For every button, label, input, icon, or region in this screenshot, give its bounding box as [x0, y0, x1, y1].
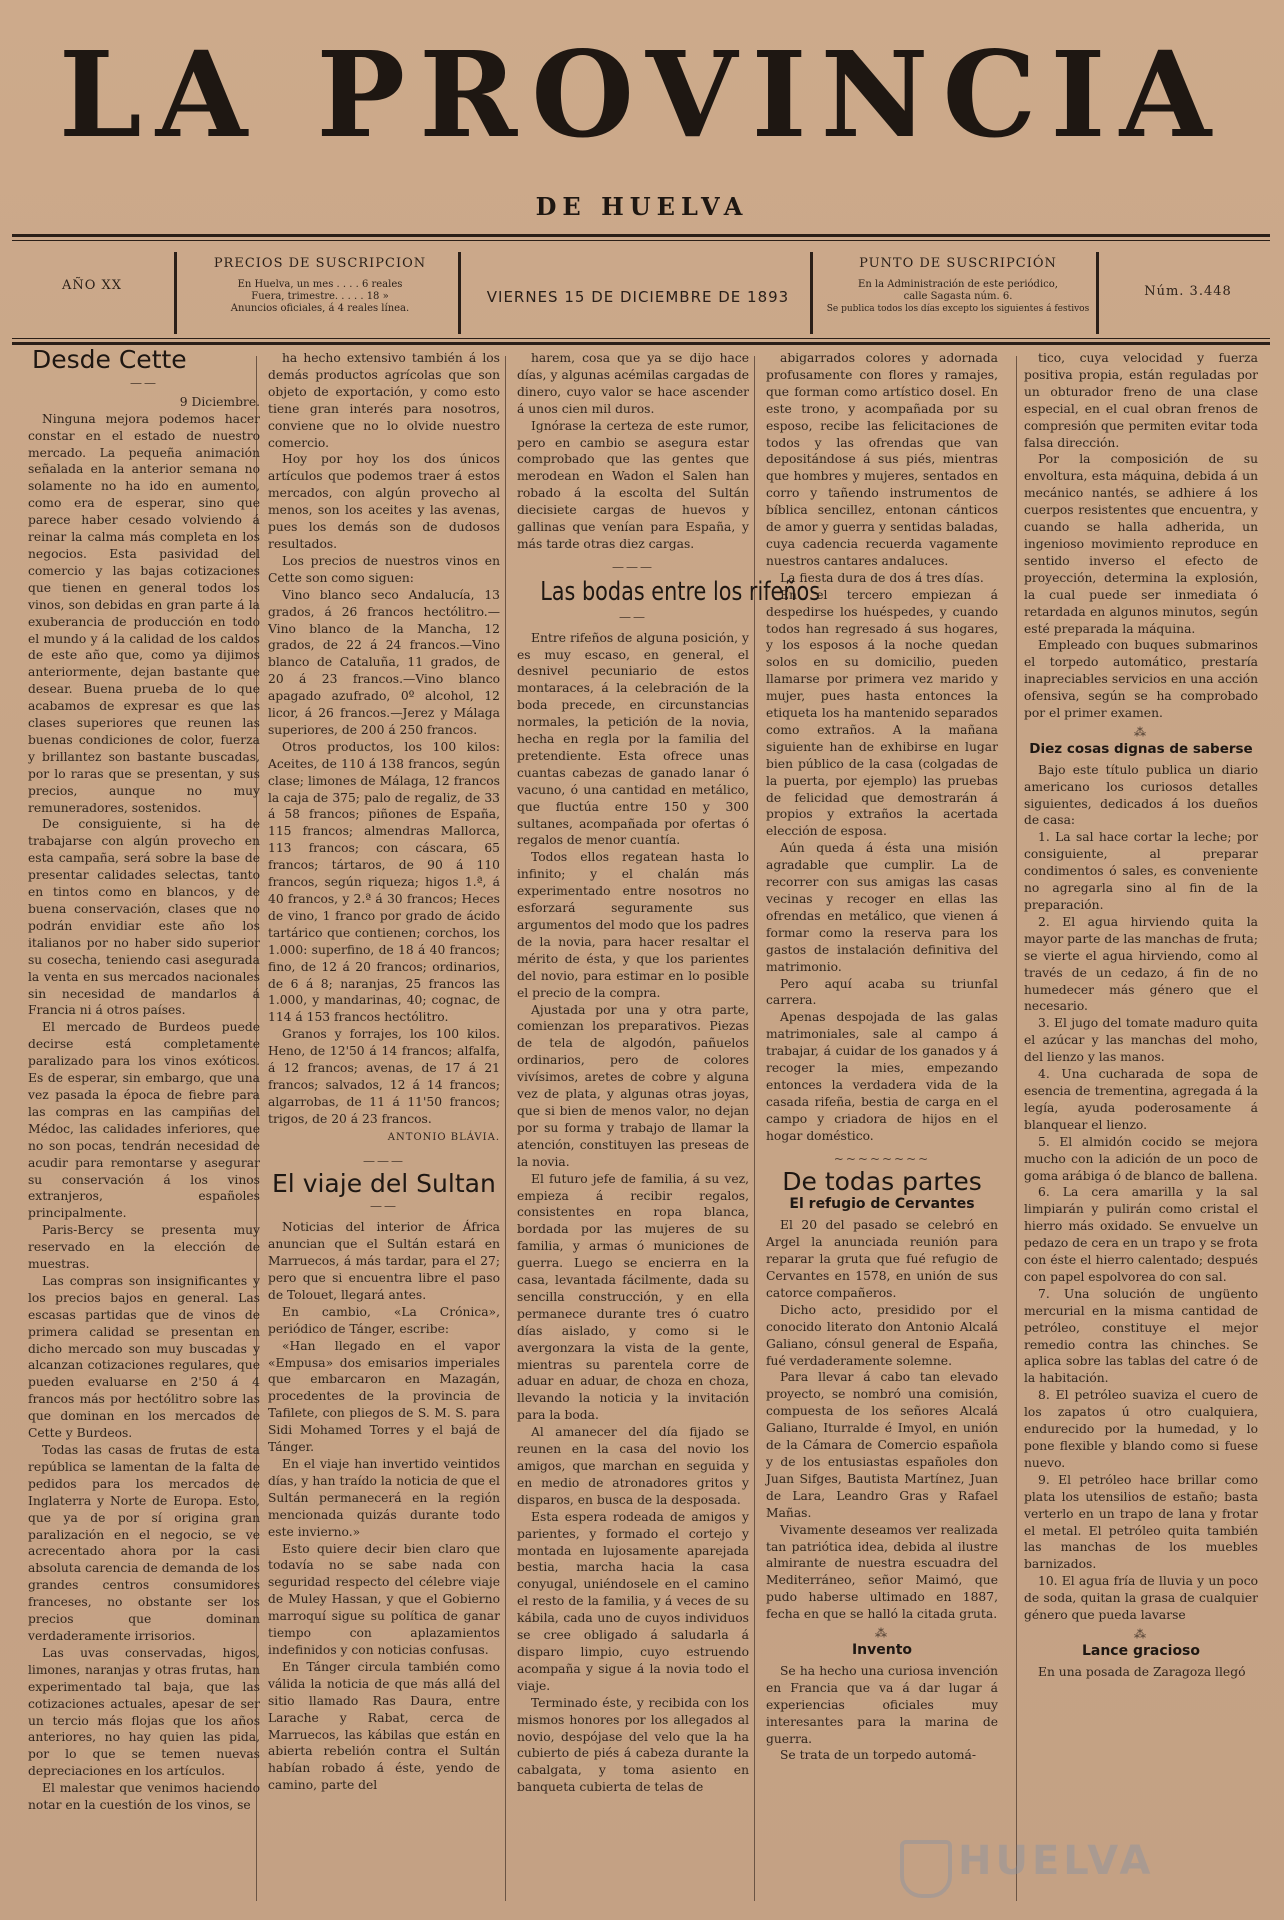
column-1	[28, 345, 260, 1910]
paragraph: Granos y forrajes, los 100 kilos. Heno, de 12'50 á 14 francos; alfalfa, á 12 francos; avenas, de 17 á 21 francos; salvados, 12 á 14 francos; algarrobas, de 11 á 11'50 francos; trigos, de 20 á 23 francos.	[268, 1027, 500, 1126]
archive-watermark	[900, 1832, 1240, 1902]
info-separator	[174, 252, 177, 334]
list-item: 8. El petróleo suaviza el cuero de los zapatos ú otro cualquiera, endurecido por la humedad, y lo pone flexible y blando como si fuese nuevo.	[1024, 1388, 1258, 1470]
paragraph: Otros productos, los 100 kilos: Aceites, de 110 á 138 francos, según clase; limones de Málaga, 12 francos la caja de 375; palo de regaliz, de 33 á 58 francos; piñones de España, 115 francos; almendras Mallorca, 113 francos; con cáscara, 65 francos; tártaros, de 90 á 110 francos, según riqueza; higos 1.ª, á 40 francos, y 2.ª á 30 francos; Heces de vino, 1 franco por grado de ácido tartárico que contienen; corchos, los 1.000: superfino, de 18 á 40 francos; fino, de 12 á 20 francos; ordinarios, de 6 á 8; naranjas, 25 francos las 1.000, y mandarinas, 40; cognac, de 114 á 153 francos hectólitro.	[268, 739, 500, 1025]
ornament: ⁂	[1134, 1626, 1148, 1641]
article-heading-viaje-sultan: El viaje del Sultan	[272, 1168, 496, 1198]
prices-line-2: Fuera, trimestre. . . . . 18 »	[251, 291, 389, 302]
paragraph: Bajo este título publica un diario americano los curiosos detalles siguientes, dedicados á los dueños de casa:	[1024, 762, 1258, 828]
prices-line-1: En Huelva, un mes . . . . 6 reales	[237, 279, 403, 290]
subheading-lance-gracioso: Lance gracioso	[1081, 1642, 1201, 1659]
paragraph: El 20 del pasado se celebró en Argel la anunciada reunión para reparar la gruta que fué refugio de Cervantes en 1578, en unión de sus catorce compañeros.	[766, 1218, 998, 1300]
article-columns	[28, 345, 1258, 1910]
paragraph: La fiesta dura de dos á tres días.	[780, 570, 984, 585]
heading-rule: ——	[370, 1199, 398, 1214]
prices-title: PRECIOS DE SUSCRIPCION	[213, 256, 427, 271]
header-rule-top-thin	[12, 240, 1270, 241]
info-bar	[12, 248, 1270, 336]
prices-line-3: Anuncios oficiales, á 4 reales línea.	[230, 303, 410, 314]
date-cell	[468, 248, 808, 336]
author-signature: ANTONIO BLÁVIA.	[387, 1131, 500, 1143]
masthead-subtitle: DE HUELVA	[535, 192, 749, 221]
paragraph: Todas las casas de frutas de esta república se lamentan de la falta de pedidos para los mercados de Inglaterra y Norte de Europa. Esto, que ya de por sí origina gran paralización en el negocio, se ve acrecentado ahora por la casi absoluta carencia de demanda de los grandes centros consumidores franceses, no obstante ser los precios que dominan verdaderamente irrisorios.	[28, 1443, 260, 1643]
subscription-point-line-2: calle Sagasta núm. 6.	[903, 291, 1013, 302]
masthead-title: LA PROVINCIA	[58, 25, 1226, 164]
info-separator	[1096, 252, 1099, 334]
paragraph: Se trata de un torpedo automá-	[780, 1748, 977, 1763]
paragraph: Todos ellos regatean hasta lo infinito; y el chalán más experimentado entre nosotros no esforzará seguramente sus argumentos del modo que los padres de la novia, para hacer resaltar el mérito de ésta, y que los parientes del novio, para estimar en lo posible el precio de la compra.	[517, 850, 749, 1000]
column-5	[1024, 350, 1258, 1910]
ornament: ⁂	[875, 1626, 889, 1641]
article-heading-todas-partes: De todas partes	[782, 1166, 982, 1196]
column-4	[766, 350, 998, 1910]
header-rule-bottom	[12, 342, 1270, 345]
paragraph: Paris-Bercy se presenta muy reservado en la elección de muestras.	[28, 1223, 260, 1272]
heading-rule: ——	[619, 609, 647, 624]
paragraph: En el tercero empiezan á despedirse los huéspedes, y cuando todos han regresado á sus hogares, y los esposos á la noche quedan solos en su domicilio, pueden llamarse por primera vez marido y mujer, pues hasta entonces la etiqueta los ha mantenido separados como extraños. A la mañana siguiente han de exhibirse en lugar bien público de la casa (colgadas de la puerta, por ejemplo) las pruebas de felicidad que demostrarán á propios y extraños la acertada elección de esposa.	[766, 587, 998, 839]
paragraph: Entre rifeños de alguna posición, y es muy escaso, en general, el desnivel pecuniario de estos montaraces, á la celebración de la boda precede, en circunstancias normales, la petición de la novia, hecha en regla por la familia del pretendiente. Esta ofrece unas cuantas cabezas de ganado lanar ó vacuno, ó una cantidad en metálico, que fluctúa entre 150 y 300 sultanes, acompañada por ofertas ó regalos de menor cuantía.	[517, 630, 749, 848]
section-divider: ———	[612, 559, 654, 574]
shield-icon	[900, 1840, 952, 1898]
article-heading-desde-cette: Desde Cette	[32, 345, 187, 374]
paragraph: Vivamente deseamos ver realizada tan patriótica idea, debida al ilustre almirante de nuestra escuadra del Mediterráneo, señor Maimó, que pudo haberse ultimado en 1887, fecha en que se halló la citada gruta.	[766, 1522, 998, 1622]
header-rule-bottom-thin	[12, 338, 1270, 339]
list-item: 2. El agua hirviendo quita la mayor parte de las manchas de fruta; se vierte el agua hirviendo, como al través de un cedazo, á fin de no humedecer más género que el necesario.	[1024, 914, 1258, 1014]
paragraph: Pero aquí acaba su triunfal carrera.	[766, 976, 998, 1008]
ornament: ⁂	[1134, 724, 1148, 739]
column-3	[517, 350, 821, 1910]
paragraph: Dicho acto, presidido por el conocido literato don Antonio Alcalá Galiano, cónsul general de España, fué verdaderamente solemne.	[766, 1302, 998, 1368]
watermark-text: HUELVA	[958, 1838, 1155, 1884]
list-item: 4. Una cucharada de sopa de esencia de trementina, agregada á la legía, ayuda poderosamente á blanquear el lienzo.	[1024, 1067, 1258, 1132]
paragraph: Apenas despojada de las galas matrimoniales, sale al campo á trabajar, á cuidar de los ganados y á recoger la mies, empezando entonces la verdadera vida de la casada rifeña, bestia de carga en el campo y criadora de hijos en el hogar doméstico.	[766, 1010, 998, 1143]
paragraph: En cambio, «La Crónica», periódico de Tánger, escribe:	[268, 1304, 500, 1336]
list-item: 1. La sal hace cortar la leche; por consiguiente, al preparar condimentos ó sales, es conveniente no agregarla sino al fin de la preparación.	[1024, 830, 1258, 912]
issue-number-cell	[1106, 248, 1270, 336]
paragraph: Ajustada por una y otra parte, comienzan los preparativos. Piezas de tela de algodón, pañuelos ordinarios, pero de colores vivísimos, aretes de cobre y alguna vez de plata, y algunas otras joyas, que si bien de menos valor, no dejan por su forma y trabajo de llamar la atención, constituyen las preseas de la novia.	[517, 1002, 749, 1169]
paragraph: En el viaje han invertido veintidos días, y han traído la noticia de que el Sultán permanecerá en la región mencionada quizás durante todo este invierno.»	[268, 1457, 500, 1539]
paragraph: Aún queda á ésta una misión agradable que cumplir. La de recorrer con sus amigas las casas vecinas y recoger en ellas las ofrendas en metálico, que vienen á formar como la reserva para los gastos de instalación definitiva del matrimonio.	[766, 841, 998, 974]
subscription-point-cell	[818, 248, 1098, 336]
list-item: 9. El petróleo hace brillar como plata los utensilios de estaño; basta verterlo en un trapo de lana y frotar el metal. El petróleo quita también las manchas de los muebles barnizados.	[1024, 1472, 1258, 1572]
paragraph: Al amanecer del día fijado se reunen en la casa del novio los amigos, que marchan en seguida y en medio de atronadores gritos y disparos, en busca de la desposada.	[517, 1425, 749, 1507]
paragraph: Terminado éste, y recibida con los mismos honores por los allegados al novio, despójase del velo que la ha cubierto de piés á cabeza durante la cabalgata, y toma asiento en banqueta cubierta de telas de	[517, 1695, 749, 1795]
paragraph: harem, cosa que ya se dijo hace días, y algunas acémilas cargadas de dinero, cuyo valor se hace ascender á unos cien mil duros.	[517, 351, 749, 416]
paragraph: «Han llegado en el vapor «Empusa» dos emisarios imperiales que embarcaron en Mazagán, procedentes de la provincia de Tafilete, con pliegos de S. M. S. para Sidi Mohamed Torres y el bajá de Tánger.	[268, 1338, 500, 1455]
paragraph: Para llevar á cabo tan elevado proyecto, se nombró una comisión, compuesta de los señores Alcalá Galiano, Iturralde é Imyol, en unión de la Cámara de Comercio española y de los entusiastas españoles don Juan Sifges, Bautista Martínez, Juan de Lara, Leandro Gras y Rafael Mañas.	[766, 1370, 998, 1520]
issue-date: VIERNES 15 DE DICIEMBRE DE 1893	[486, 288, 790, 306]
paragraph: Por la composición de su envoltura, esta máquina, debida á un mecánico nantés, se adhiere á los cuerpos resistentes que encuentra, y cuando se halla adherida, un ingenioso movimiento reproduce en sentido inverso el efecto de proyección, determina la explosión, la cual puede ser inmediata ó retardada en algunos minutos, según esté preparada la máquina.	[1024, 452, 1258, 636]
article-heading-diez-cosas: Diez cosas dignas de saberse	[1029, 740, 1253, 757]
paragraph: Noticias del interior de África anuncian que el Sultán estará en Marruecos, á más tardar, para el 27; pero que si encuentra libre el paso de Tolouet, llegará antes.	[268, 1220, 500, 1302]
list-item: 10. El agua fría de lluvia y un poco de soda, quitan la grasa de cualquier género que pueda lavarse	[1024, 1574, 1258, 1623]
subscription-point-line-1: En la Administración de este periódico,	[858, 279, 1058, 290]
paragraph: El mercado de Burdeos puede decirse está completamente paralizado para los vinos exóticos. Es de esperar, sin embargo, que una vez pasada la época de fiebre para las compras en las campiñas del Médoc, las calidades inferiores, que no son pocas, tendrán necesidad de acudir para remontarse y asegurar su conservación á los vinos extranjeros, españoles principalmente.	[28, 1020, 260, 1221]
column-2	[268, 350, 500, 1910]
heading-rule: ——	[130, 375, 158, 390]
subscription-point-line-3: Se publica todos los días excepto los siguientes á festivos	[826, 304, 1090, 314]
subheading-invento: Invento	[851, 1641, 913, 1658]
paragraph: Empleado con buques submarinos el torpedo automático, prestaría inapreciables servicios en una acción ofensiva, según se ha comprobado por el primer examen.	[1024, 638, 1258, 721]
article-heading-bodas-rifenos: Las bodas entre los rifeños	[540, 576, 821, 607]
list-item: 3. El jugo del tomate maduro quita el azúcar y las manchas del moho, del lienzo y las manos.	[1024, 1016, 1258, 1065]
paragraph: Las compras son insignificantes y los precios bajos en general. Las escasas partidas que de vinos de primera calidad se presentan en dicho mercado son muy buscadas y alcanzan cotizaciones regulares, que pueden evaluarse en 2'50 á 4 francos más por hectólitro sobre las que dominan en los mercados de Cette y Burdeos.	[28, 1273, 260, 1441]
section-divider: ~~~~~~~~	[833, 1151, 931, 1166]
list-item: 7. Una solución de ungüento mercurial en la misma cantidad de petróleo, constituye el mejor remedio contra las chinches. Se aplica sobre las tablas del catre ó de la habitación.	[1024, 1286, 1258, 1386]
info-separator	[458, 252, 461, 334]
paragraph: En Tánger circula también como válida la noticia de que más allá del sitio llamado Ras Daura, entre Larache y Rabat, cerca de Marruecos, las kábilas que están en abierta rebelión contra el Sultán habían robado á éste, yendo de camino, parte del	[268, 1659, 500, 1793]
paragraph: ha hecho extensivo también á los demás productos agrícolas que son objeto de exportación, y como esto tiene gran interés para nosotros, conviene que no lo olvide nuestro comercio.	[268, 351, 500, 450]
section-divider: ———	[363, 1153, 405, 1168]
year-cell	[12, 248, 172, 336]
info-separator	[810, 252, 813, 334]
year-label: AÑO XX	[61, 278, 123, 293]
paragraph: En una posada de Zaragoza llegó	[1038, 1664, 1246, 1679]
paragraph: Ninguna mejora podemos hacer constar en el estado de nuestro mercado. La pequeña animación señalada en la anterior semana no solamente no ha ido en aumento, como era de esperar, sino que parece haber cesado volviendo á reinar la calma más completa en los negocios. Esta pasividad del comercio y las bajas cotizaciones que tienen en general todos los vinos, son debidas en gran parte á la exuberancia de producción en todo el mundo y á la calidad de los caldos de este año que, como ya dijimos anteriormente, dejan bastante que desear. Buena prueba de lo que acabamos de expresar es que las clases superiores que reunen las buenas condiciones de color, fuerza y brillantez son bastante buscadas, por lo raras que se presentan, y sus precios, aunque no muy remuneradores, sostenidos.	[28, 411, 260, 815]
list-item: 5. El almidón cocido se mejora mucho con la adición de un poco de goma arábiga ó de blanco de ballena.	[1024, 1134, 1258, 1183]
paragraph: De consiguiente, si ha de trabajarse con algún provecho en esta campaña, será sobre la base de presentar calidades selectas, tanto en tintos como en blancos, y de buena conservación, clases que no podrán envidiar este año los italianos por no haber sido superior su cosecha, teniendo casi asegurada la venta en sus mercados nacionales sin necesidad de mandarlos á Francia ni á otros países.	[28, 817, 260, 1018]
subheading-refugio-cervantes: El refugio de Cervantes	[789, 1196, 975, 1213]
paragraph: Hoy por hoy los dos únicos artículos que podemos traer á estos mercados, con algún provecho al menos, son los aceites y las avenas, pues los demás son de dudosos resultados.	[268, 452, 500, 551]
paragraph: abigarrados colores y adornada profusamente con flores y ramajes, que forman como artístico dosel. En este trono, y acompañada por su esposo, recibe las felicitaciones de todos y las ofrendas que van depositándose á sus piés, mientras que hombres y mujeres, sentados en corro y tañendo instrumentos de bíblica sencillez, entonan cánticos de amor y guerra y sentidas baladas, cuya cadencia recuerda vagamente nuestros cantares andaluces.	[766, 351, 998, 568]
paragraph: tico, cuya velocidad y fuerza positiva propia, están reguladas por un obturador freno de una clase especial, en el cual obran frenos de compresión que permiten evitar toda falsa dirección.	[1024, 351, 1258, 450]
paragraph: Los precios de nuestros vinos en Cette son como siguen:	[268, 553, 500, 585]
issue-number: Núm. 3.448	[1144, 284, 1232, 299]
paragraph: Ignórase la certeza de este rumor, pero en cambio se asegura estar comprobado que las gentes que merodean en Wadon el Salen han robado á la escolta del Sultán diecisiete cargas de huevos y gallinas que venían para España, y más tarde otras diez cargas.	[517, 418, 749, 551]
subscription-point-title: PUNTO DE SUSCRIPCIÓN	[859, 256, 1057, 271]
paragraph: El malestar que venimos haciendo notar en la cuestión de los vinos, se	[28, 1781, 260, 1813]
paragraph: Vino blanco seco Andalucía, 13 grados, á 26 francos hectólitro.—Vino blanco de la Mancha, 12 grados, de 22 á 24 francos.—Vino blanco de Cataluña, 11 grados, de 20 á 23 francos.—Vino blanco apagado azufrado, 0º alcohol, 12 licor, á 26 francos.—Jerez y Málaga superiores, de 200 á 250 francos.	[268, 587, 500, 737]
paragraph: Se ha hecho una curiosa invención en Francia que va á dar lugar á experiencias oficiales muy interesantes para la marina de guerra.	[766, 1663, 998, 1746]
paragraph: Esto quiere decir bien claro que todavía no se sabe nada con seguridad respecto del célebre viaje de Muley Hassan, y que el Gobierno marroquí sigue su política de ganar tiempo con aplazamientos indefinidos y con noticias confusas.	[268, 1541, 500, 1657]
paragraph: El futuro jefe de familia, á su vez, empieza á recibir regalos, consistentes en ropa blanca, bordada por las mujeres de su familia, y armas ó municiones de guerra. Luego se encierra en la casa, levantada fácilmente, dada su sencilla construcción, y en ella permanece durante tres ó cuatro días aislado, y como si le avergonzara la vista de la gente, mientras su parentela corre de aduar en aduar, de choza en choza, llevando la noticia y la invitación para la boda.	[517, 1171, 749, 1423]
list-item: 6. La cera amarilla y la sal limpiarán y pulirán como cristal el hierro más oxidado. Se envuelve un pedazo de cera en un trapo y se frota con éste el hierro calentado; después con papel espolvorea do con sal.	[1024, 1185, 1258, 1284]
dateline: 9 Diciembre.	[179, 394, 260, 409]
paragraph: Las uvas conservadas, higos, limones, naranjas y otras frutas, han experimentado tal baja, que las cotizaciones actuales, apesar de ser un tercio más flojas que los años anteriores, no hay quien las pida, por lo que se temen nuevas depreciaciones en los artículos.	[28, 1645, 260, 1779]
paragraph: Esta espera rodeada de amigos y parientes, y formado el cortejo y montada en lujosamente aparejada bestia, marcha hacia la casa conyugal, uniéndosele en el camino el resto de la familia, y á veces de su kábila, cada uno de cuyos individuos se cree obligado á saludarla á disparo limpio, cuyo estruendo acompaña y sigue á la novia todo el viaje.	[517, 1509, 749, 1693]
header-rule-top	[12, 234, 1270, 237]
prices-cell	[180, 248, 460, 336]
